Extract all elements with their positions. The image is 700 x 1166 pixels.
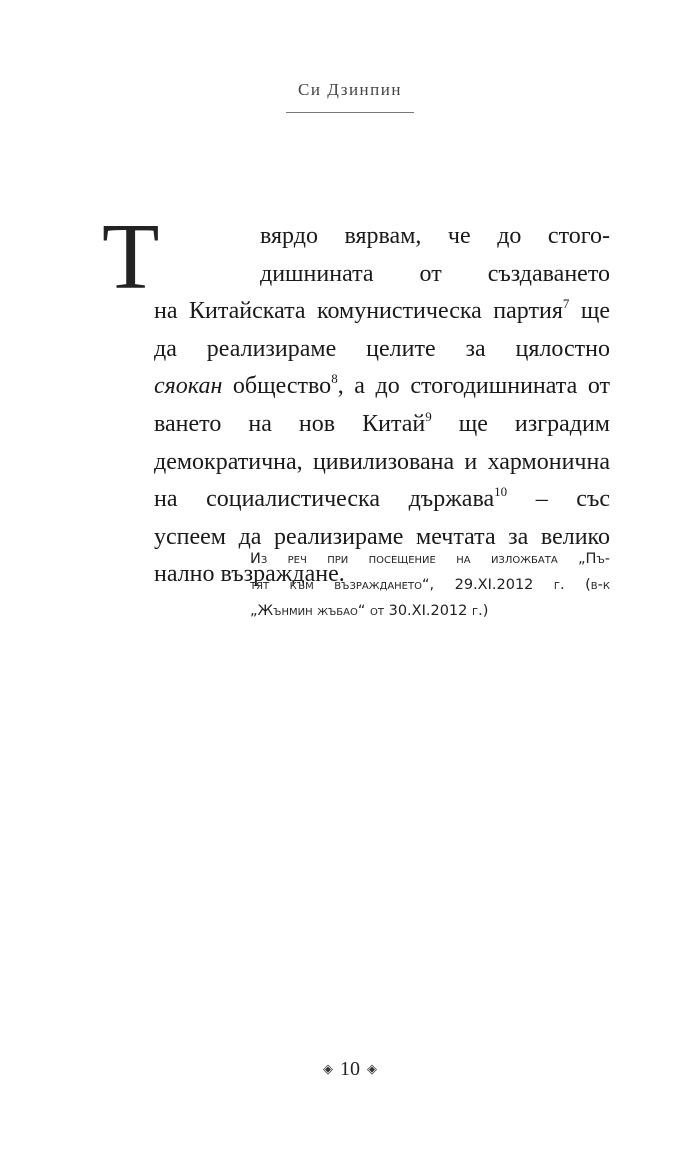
quote-line-3 — [154, 293, 610, 331]
quote-line-8 — [154, 481, 610, 519]
diamond-ornament-icon: ◈ — [367, 1061, 377, 1076]
text-span: ще изградим — [458, 410, 610, 437]
quote-line-10: нално възраждане. — [154, 561, 345, 588]
text-span: на Китайската комунистическа партия — [154, 298, 563, 325]
diamond-ornament-icon: ◈ — [323, 1061, 333, 1076]
text-span: на социалистическа държава — [154, 486, 495, 513]
text-span: ще — [580, 298, 610, 325]
citation-line-2: тят към възраждането“, 29.XI.2012 г. (в-к — [250, 577, 610, 593]
text-span: общество — [222, 373, 332, 400]
drop-cap: Т — [102, 205, 160, 309]
text-span: ването на нов Китай — [154, 410, 426, 437]
quote-line-9: успеем да реализираме мечтата за велико — [154, 523, 610, 550]
italic-term: сяокан — [154, 373, 223, 400]
footnote-ref: 9 — [425, 408, 432, 424]
source-citation — [250, 546, 610, 624]
citation-line-3: „Жънмин жъбао“ от 30.XI.2012 г.) — [250, 603, 489, 619]
quote-line-2: дишнината от създаването — [260, 260, 610, 287]
footnote-ref: 10 — [494, 484, 508, 500]
quote-line-5 — [154, 368, 610, 406]
quote-line-1: вярдо вярвам, че до стого- — [260, 223, 610, 249]
page-number: 10 — [340, 1058, 360, 1080]
quote-body — [154, 218, 610, 594]
page-footer — [0, 1058, 700, 1081]
header-rule — [286, 112, 414, 113]
quote-line-7: демократична, цивилизована и хармонична — [154, 448, 610, 475]
quote-line-4: да реализираме целите за цялостно — [154, 335, 610, 362]
quote-line-6 — [154, 406, 610, 444]
citation-line-1: Из реч при посещение на изложбата „Пъ- — [250, 551, 610, 567]
running-header: Си Дзинпин — [298, 80, 402, 99]
footnote-ref: 8 — [331, 371, 338, 387]
text-span: – със — [535, 486, 610, 513]
footnote-ref: 7 — [562, 296, 570, 312]
text-span: , а до стогодишнината от — [337, 373, 610, 400]
